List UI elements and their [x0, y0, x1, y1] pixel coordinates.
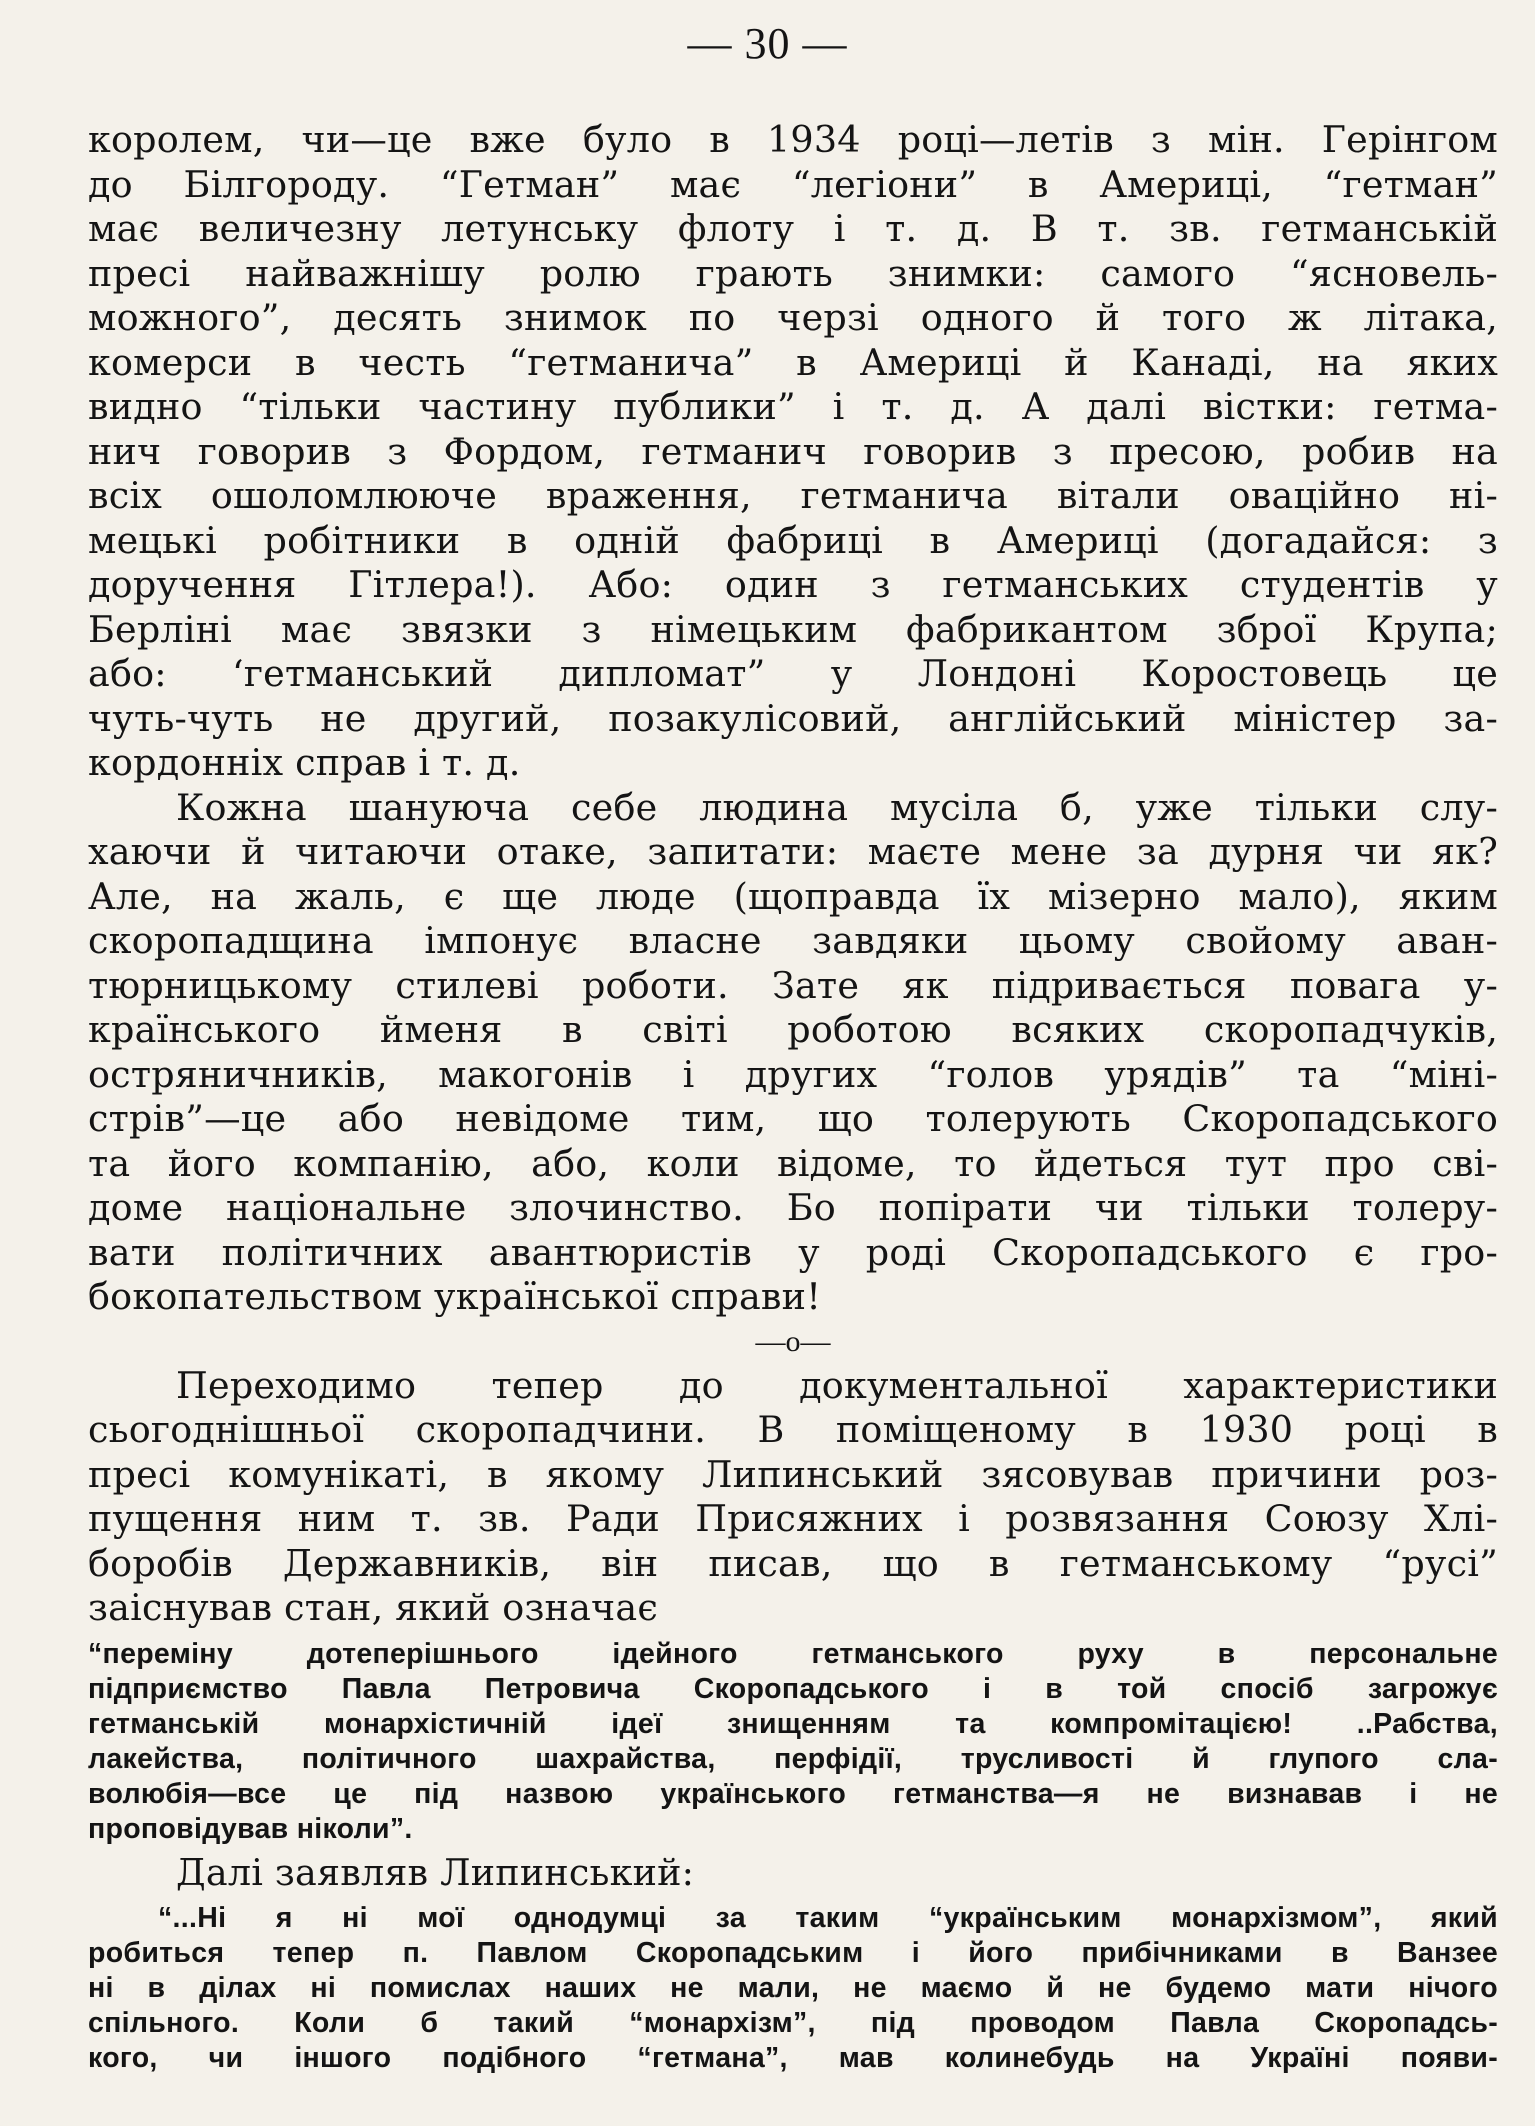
text-line: мецькі робітники в одній фабриці в Америці (догадайся: з: [88, 518, 1498, 562]
page-number: — 30 —: [687, 19, 848, 68]
text-line: Кожна шануюча себе людина мусіла б, уже тільки слу-: [176, 785, 1498, 829]
text-line: кордонніх справ і т. д.: [88, 741, 521, 784]
text-line: Далі заявляв Липинський:: [176, 1850, 695, 1894]
text-line: комерси в честь “гетманича” в Америці й Канаді, на яких: [88, 340, 1498, 384]
text-line: пресі найважнішу ролю грають знимки: самого “ясновель-: [88, 251, 1498, 295]
block-quote-2: [88, 1901, 1498, 2076]
text-line: та його компанію, або, коли відоме, то йдеться тут про сві-: [88, 1141, 1498, 1185]
quote-line: кого, чи іншого подібного “гетмана”, мав колинебудь на Україні появи-: [88, 2042, 1498, 2074]
text-line: чуть-чуть не другий, позакулісовий, англійський міністер за-: [88, 696, 1498, 740]
paragraph-2: [88, 786, 1498, 1320]
text-line: має величезну летунську флоту і т. д. В т. зв. гетманській: [88, 207, 1498, 250]
text-line: Але, на жаль, є ще люде (щоправда їх мізерно мало), яким: [88, 874, 1498, 918]
quote-line: підприємство Павла Петровича Скоропадського і в той спосіб загрожує: [88, 1672, 1498, 1705]
text-line: королем, чи—це вже було в 1934 році—летів з мін. Герінгом: [88, 118, 1498, 161]
quote-line: ні в ділах ні помислах наших не мали, не маємо й не будемо мати нічого: [88, 1972, 1498, 2004]
paragraph-4: [88, 1851, 1498, 1896]
quote-line: “...Ні я ні мої однодумці за таким “українським монархізмом”, який: [158, 1902, 1498, 1934]
text-line: вати політичних авантюристів у роді Скоропадського є гро-: [88, 1230, 1498, 1274]
section-separator: —о—: [755, 1324, 831, 1358]
text-line: сьогоднішньої скоропадчини. В поміщеному в 1930 році в: [88, 1408, 1498, 1451]
quote-line: волюбія—все це під назвою українського гетманства—я не визнавав і не: [88, 1777, 1498, 1810]
quote-line: робиться тепер п. Павлом Скоропадським і його прибічниками в Ванзее: [88, 1937, 1498, 1969]
text-line: всіх ошоломлююче враження, гетманича вітали оваційно ні-: [88, 474, 1498, 517]
quote-line: лакейства, політичного шахрайства, перфідії, трусливості й глупого сла-: [88, 1742, 1498, 1775]
text-line: тюрницькому стилеві роботи. Зате як підривається повага у-: [88, 963, 1498, 1007]
text-line: остряничників, макогонів і других “голов урядів” та “міні-: [88, 1052, 1498, 1096]
quote-line: проповідував ніколи”.: [88, 1812, 413, 1845]
text-line: доручення Гітлера!). Або: один з гетманських студентів у: [88, 563, 1498, 606]
text-line: бокопательством української справи!: [88, 1275, 822, 1318]
text-line: Переходимо тепер до документальної характеристики: [176, 1363, 1498, 1407]
text-line: Берліні має звязки з німецьким фабрикантом зброї Крупа;: [88, 607, 1498, 651]
quote-line: спільного. Коли б такий “монархізм”, під проводом Павла Скоропадсь-: [88, 2007, 1498, 2039]
paragraph-3: [88, 1364, 1498, 1631]
quote-line: гетманській монархістичній ідеї знищенням та компромітацією! ..Рабства,: [88, 1707, 1498, 1740]
text-line: пресі комунікаті, в якому Липинський зясовував причини роз-: [88, 1452, 1498, 1496]
text-line: боробів Державників, він писав, що в гетманському “русі”: [88, 1541, 1498, 1585]
text-line: можного”, десять знимок по черзі одного й того ж літака,: [88, 296, 1498, 339]
text-line: хаючи й читаючи отаке, запитати: маєте мене за дурня чи як?: [88, 830, 1498, 873]
text-line: доме національне злочинство. Бо попірати чи тільки толеру-: [88, 1186, 1498, 1229]
text-line: пущення ним т. зв. Ради Присяжних і розвязання Союзу Хлі-: [88, 1497, 1498, 1540]
text-line: стрів”—це або невідоме тим, що толерують Скоропадського: [88, 1097, 1498, 1140]
text-line: видно “тільки частину публики” і т. д. А далі вістки: гетма-: [88, 385, 1498, 428]
text-line: до Білгороду. “Гетман” має “легіони” в Америці, “гетман”: [88, 162, 1498, 206]
text-line: країнського йменя в світі роботою всяких скоропадчуків,: [88, 1008, 1498, 1051]
quote-line: “переміну дотеперішнього ідейного гетманського руху в персональне: [88, 1637, 1498, 1670]
text-line: скоропадщина імпонує власне завдяки цьому свойому аван-: [88, 919, 1498, 962]
text-line: нич говорив з Фордом, гетманич говорив з пресою, робив на: [88, 429, 1498, 473]
block-quote-1: [88, 1637, 1498, 1847]
paragraph-1: [88, 118, 1498, 786]
text-line: заіснував стан, який означає: [88, 1586, 658, 1629]
body-text: [88, 118, 1498, 2076]
text-line: або: ‘гетманський дипломат” у Лондоні Коростовець це: [88, 652, 1498, 695]
